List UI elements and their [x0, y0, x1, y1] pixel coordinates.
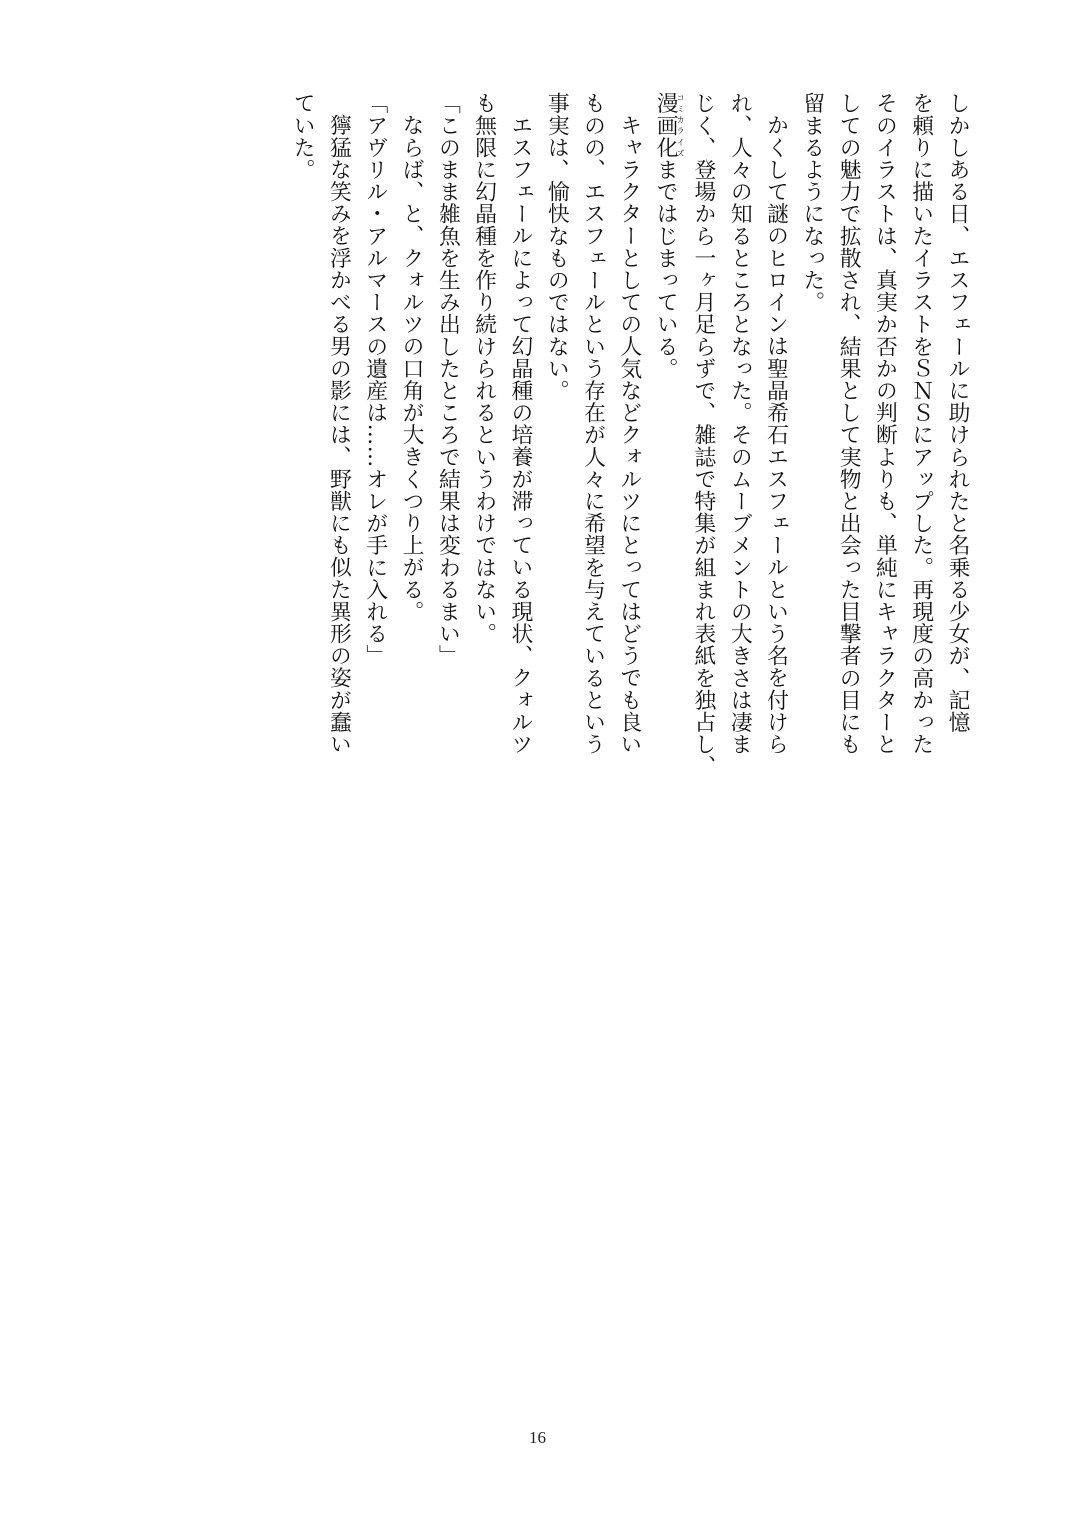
- ruby-annotation: [653, 92, 686, 159]
- text-line: も無限に幻晶種を作り続けられるというわけではない。: [471, 92, 497, 645]
- text-line: 留まるようになった。: [799, 92, 825, 313]
- text-line-with-ruby: [647, 92, 685, 792]
- text-line: れ、人々の知るところとなった。そのムーブメントの大きさは凄ま: [727, 92, 753, 755]
- text-line: 獰猛な笑みを浮かべる男の影には、野獣にも似た異形の姿が蠢い: [326, 113, 352, 755]
- text-line: かくして謎のヒロインは聖晶希石エスフェールという名を付けら: [763, 113, 789, 755]
- text-line: キャラクターとしての人気などクォルツにとってはどうでも良い: [616, 113, 642, 755]
- page-number: 16: [529, 1428, 546, 1447]
- dialogue-line: 「アヴリル・アルマースの遺産は……オレが手に入れる」: [362, 92, 388, 667]
- text-line: そのイラストは、真実か否かの判断よりも、単純にキャラクターと: [872, 92, 898, 755]
- text-line: を頼りに描いたイラストをＳＮＳにアップした。再現度の高かった: [908, 92, 934, 755]
- text-line: ていた。: [290, 92, 316, 181]
- text-line: 事実は、愉快なものではない。: [544, 92, 570, 402]
- text-line: エスフェールによって幻晶種の培養が滞っている現状、クォルツ: [507, 113, 533, 755]
- ruby-base: 漫画化: [653, 92, 679, 159]
- vertical-body-text: [270, 92, 975, 792]
- text-line: ならば、と、クォルツの口角が大きくつり上がる。: [399, 113, 425, 623]
- ruby-reading: コミカライズ: [676, 92, 686, 159]
- text-line: じく、登場から一ヶ月足らずで、雑誌で特集が組まれ表紙を独占し、: [690, 92, 716, 778]
- text-line: しての魅力で拡散され、結果として実物と出会った目撃者の目にも: [836, 92, 862, 755]
- text-line: ものの、エスフェールという存在が人々に希望を与えているという: [580, 92, 606, 755]
- dialogue-line: 「このまま雑魚を生み出したところで結果は変わるまい」: [435, 92, 461, 667]
- ruby-line-rest: まではじまっている。: [653, 158, 679, 380]
- text-line: しかしある日、エスフェールに助けられたと名乗る少女が、記憶: [945, 92, 970, 733]
